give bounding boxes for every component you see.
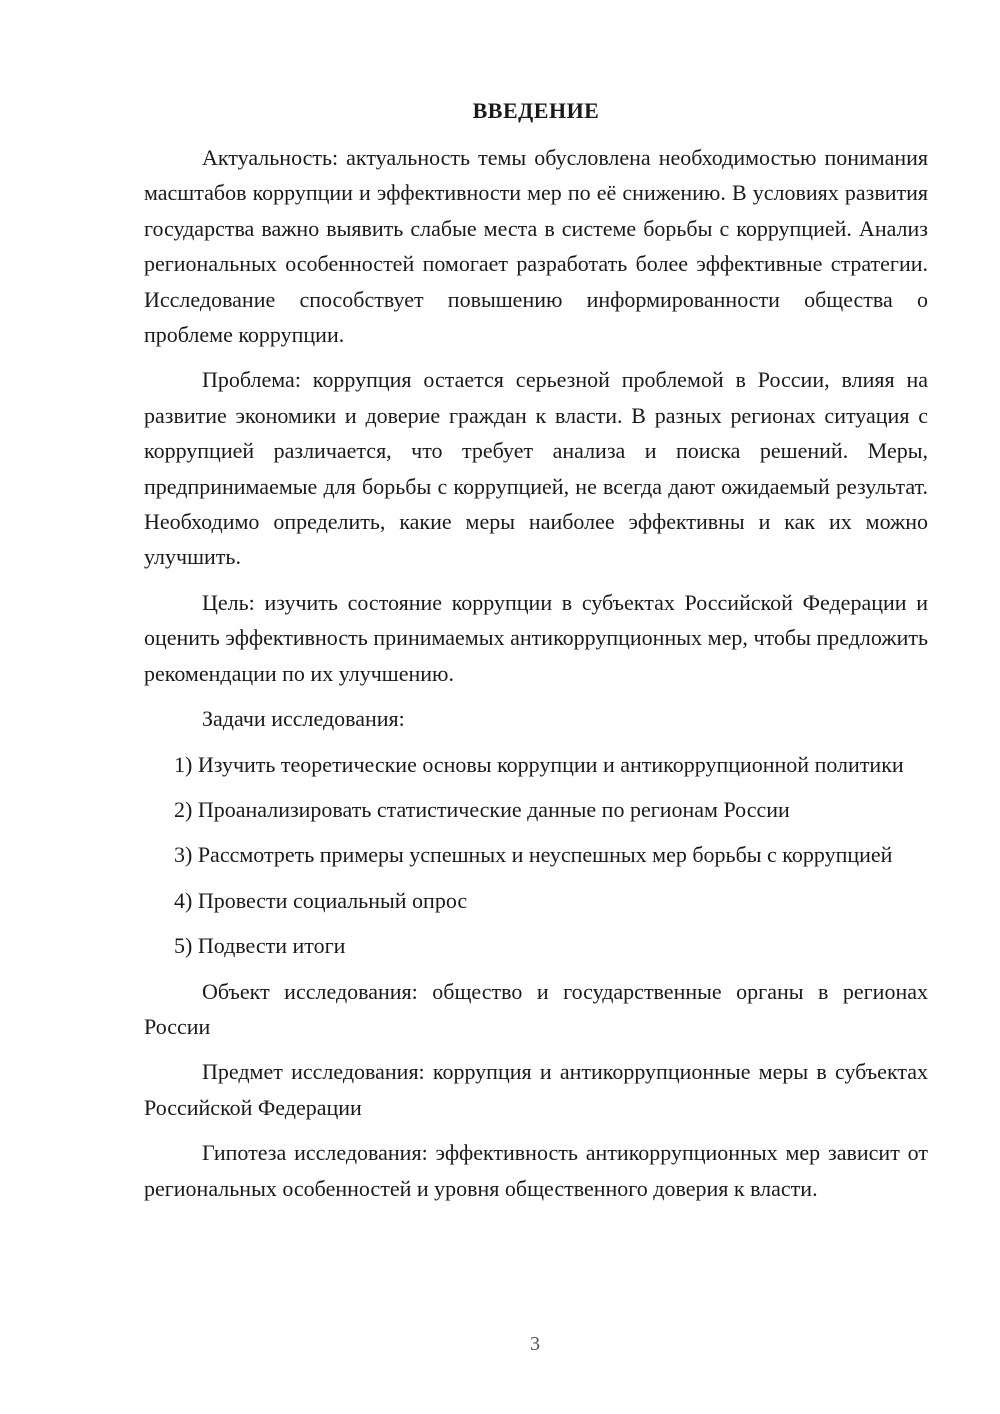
list-item: 2) Проанализировать статистические данные по регионам России [174,796,790,822]
list-item: 1) Изучить теоретические основы коррупции и антикоррупционной политики [174,751,904,777]
list-item: 5) Подвести итоги [174,933,346,959]
tasks-list [144,747,928,964]
list-item: 3) Рассмотреть примеры успешных и неуспешных мер борьбы с коррупцией [174,842,893,868]
problem-paragraph: Проблема: коррупция остается серьезной проблемой в России, влияя на развитие экономики и доверие граждан к власти. В разных регионах ситуация с коррупцией различается, что требует анализа и поиска решений. Меры, предпринимаемые для борьбы с коррупцией, не всегда дают ожидаемый результат. Необходимо определить, какие меры наиболее эффективны и как их можно улучшить. [144,367,928,570]
object-paragraph: Объект исследования: общество и государственные органы в регионах России [144,978,928,1039]
relevance-paragraph: Актуальность: актуальность темы обусловлена необходимостью понимания масштабов коррупции и эффективности мер по её снижению. В условиях развития государства важно выявить слабые места в системе борьбы с коррупцией. Анализ региональных особенностей помогает разработать более эффективные стратегии. Исследование способствует повышению информированности общества о проблеме коррупции. [144,145,928,348]
goal-paragraph: Цель: изучить состояние коррупции в субъектах Российской Федерации и оценить эффективность принимаемых антикоррупционных мер, чтобы предложить рекомендации по их улучшению. [144,589,928,686]
subject-paragraph: Предмет исследования: коррупция и антикоррупционные меры в субъектах Российской Федерации [144,1059,928,1120]
hypothesis-paragraph: Гипотеза исследования: эффективность антикоррупционных мер зависит от региональных особенностей и уровня общественного доверия к власти. [144,1140,928,1201]
page-number: 3 [530,1333,540,1355]
list-item: 4) Провести социальный опрос [174,887,468,913]
document-page [144,96,928,1216]
section-title: ВВЕДЕНИЕ [472,98,600,123]
tasks-heading: Задачи исследования: [202,706,405,732]
